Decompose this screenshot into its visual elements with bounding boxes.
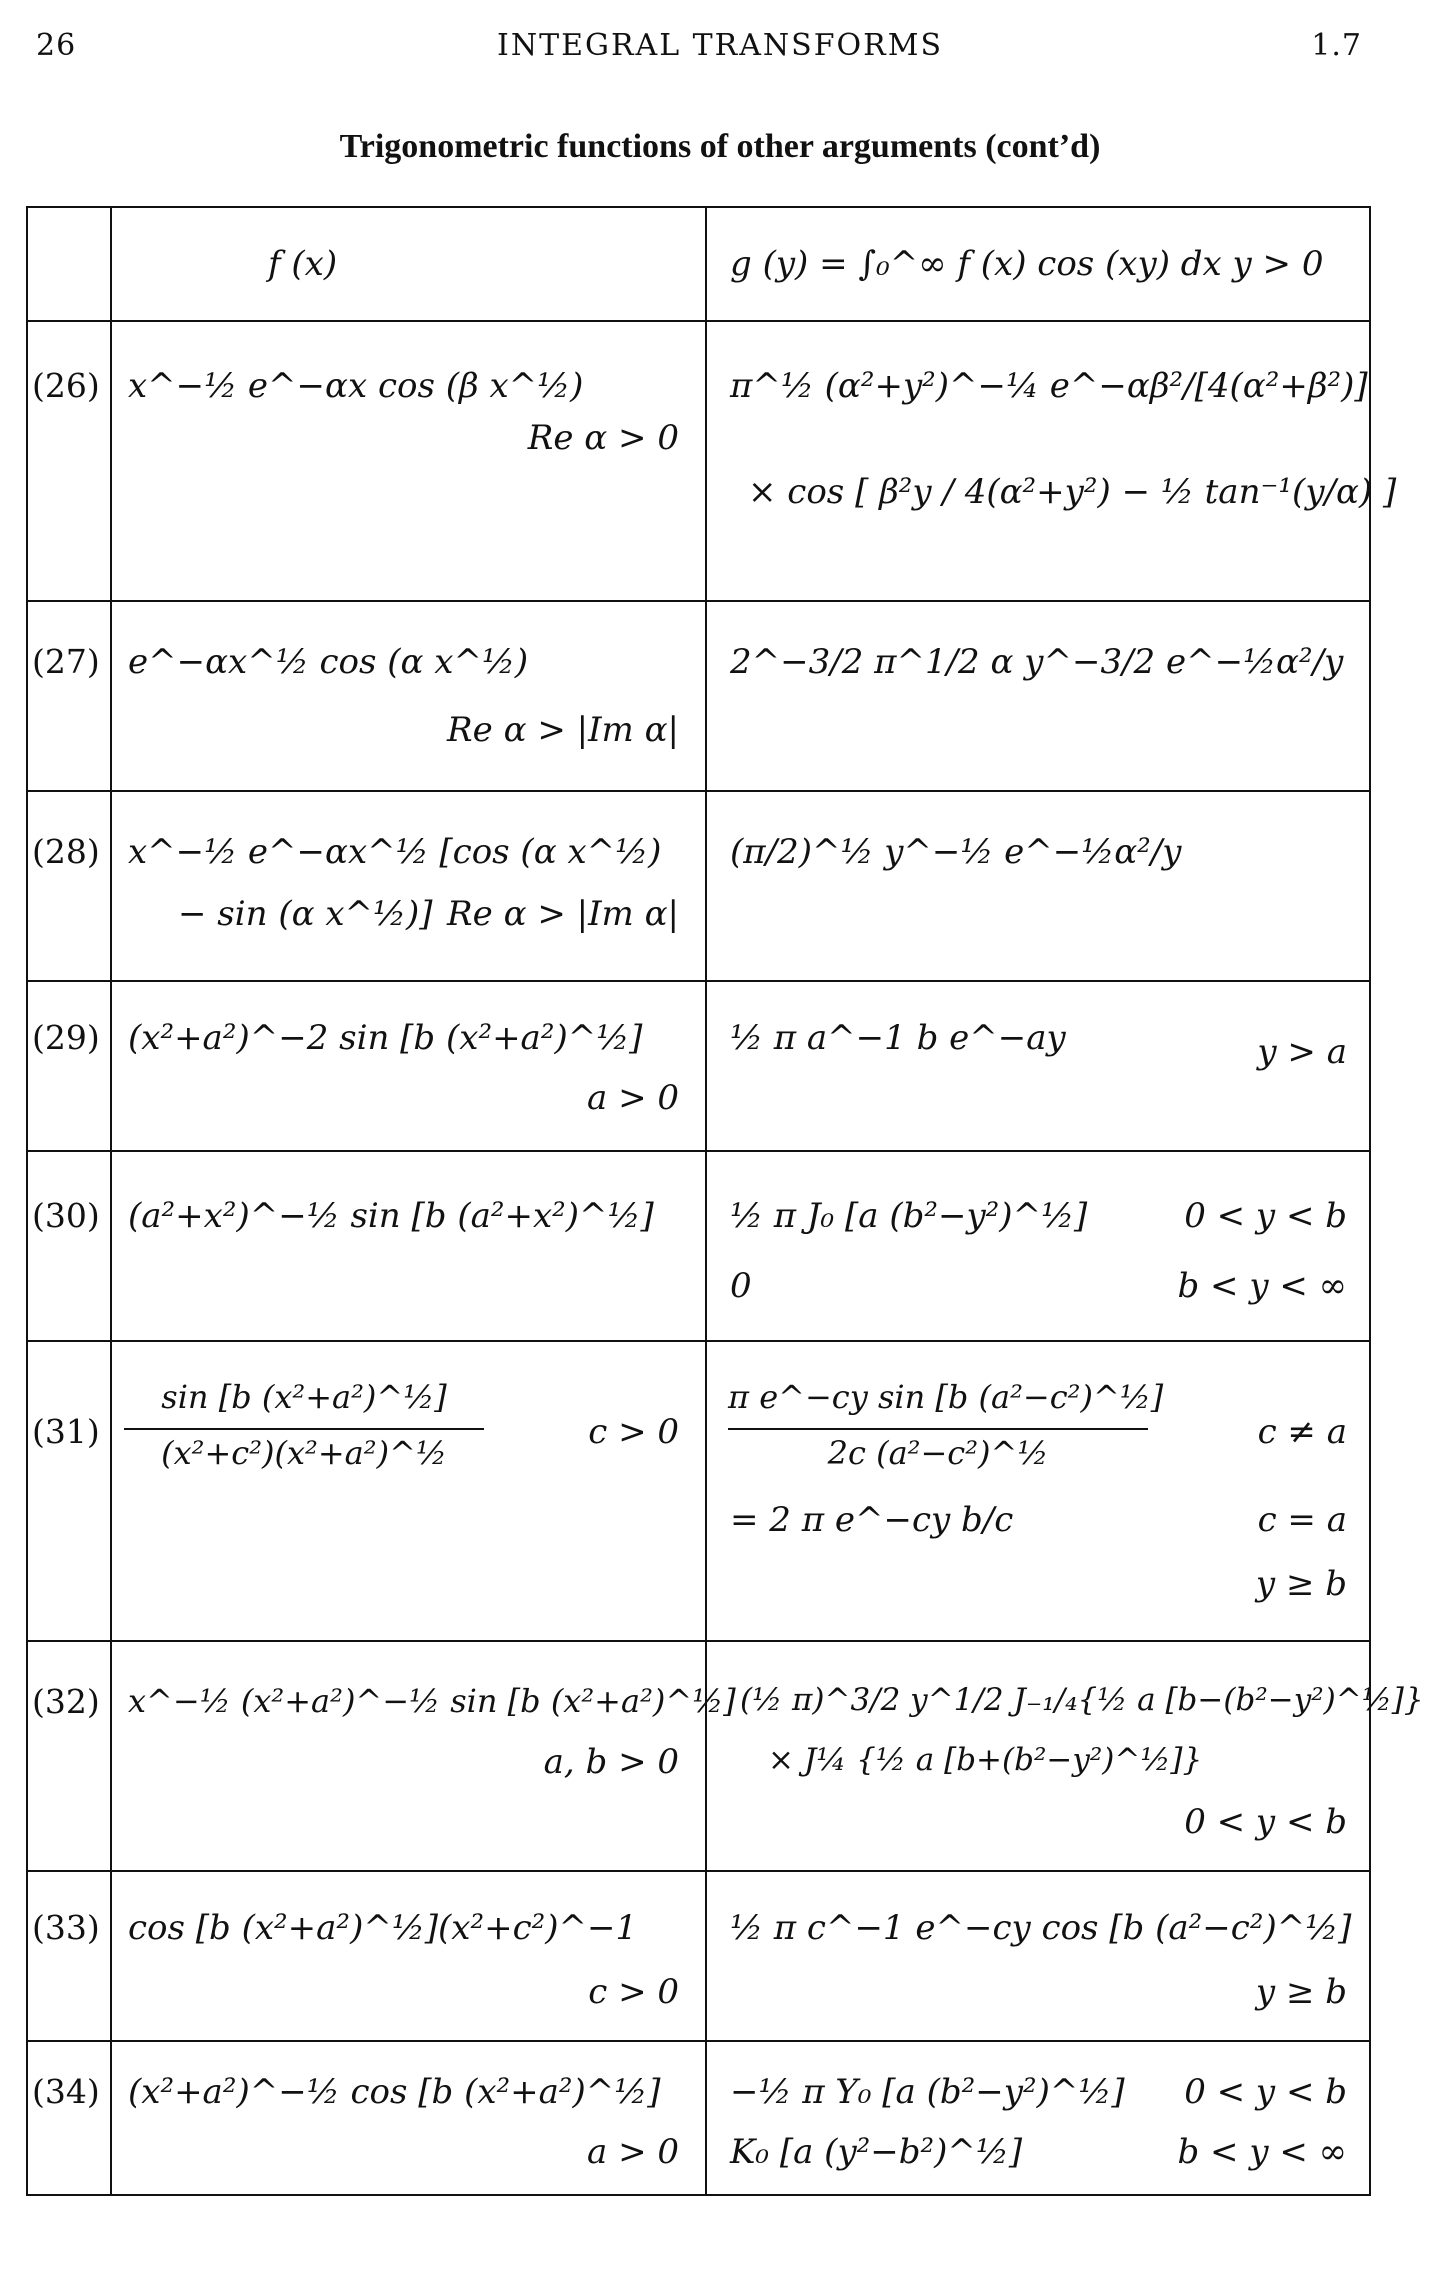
- f-expression: x^−½ e^−αx cos (β x^½): [128, 366, 584, 406]
- f-expression: e^−αx^½ cos (α x^½): [128, 642, 529, 682]
- f-numerator: sin [b (x²+a²)^½]: [161, 1378, 447, 1416]
- section-number: 1.7: [1311, 28, 1362, 63]
- g-denominator: 2c (a²−c²)^½: [728, 1428, 1148, 1472]
- g-condition: c ≠ a: [1257, 1412, 1347, 1452]
- table-row: [28, 792, 1369, 982]
- row-number: (31): [32, 1412, 100, 1451]
- table-row: [28, 982, 1369, 1152]
- g-expression: π^½ (α²+y²)^−¼ e^−αβ²/[4(α²+β²)]: [730, 366, 1368, 406]
- g-expression-2: 0: [730, 1266, 752, 1306]
- f-expression-cont: − sin (α x^½)]: [178, 894, 433, 934]
- f-expression: (a²+x²)^−½ sin [b (a²+x²)^½]: [128, 1196, 654, 1236]
- f-condition: c > 0: [588, 1412, 679, 1452]
- row-number: (34): [32, 2072, 100, 2111]
- g-expression-2: = 2 π e^−cy b/c: [730, 1500, 1014, 1540]
- g-condition-2: b < y < ∞: [1177, 1266, 1347, 1306]
- g-condition-3: y ≥ b: [1255, 1564, 1347, 1604]
- f-condition: Re α > 0: [527, 418, 679, 458]
- f-expression: (x²+a²)^−2 sin [b (x²+a²)^½]: [128, 1018, 643, 1058]
- g-expression: 2^−3/2 π^1/2 α y^−3/2 e^−½α²/y: [730, 642, 1344, 682]
- row-number: (30): [32, 1196, 100, 1235]
- g-condition: 0 < y < b: [1184, 1196, 1347, 1236]
- g-condition: y ≥ b: [1255, 1972, 1347, 2012]
- g-expression: ½ π c^−1 e^−cy cos [b (a²−c²)^½]: [730, 1908, 1352, 1948]
- g-expression: ½ π J₀ [a (b²−y²)^½]: [730, 1196, 1088, 1236]
- f-denominator: (x²+c²)(x²+a²)^½: [124, 1428, 484, 1472]
- f-condition: a > 0: [586, 1078, 679, 1118]
- row-number: (29): [32, 1018, 100, 1057]
- table-row: [28, 1872, 1369, 2042]
- transform-table: [26, 206, 1424, 2196]
- table-header: [28, 208, 1369, 322]
- f-expression: x^−½ e^−αx^½ [cos (α x^½): [128, 832, 662, 872]
- row-number: (33): [32, 1908, 100, 1947]
- g-expression-cont: × J¼ {½ a [b+(b²−y²)^½]}: [768, 1742, 1203, 1778]
- g-expression: ½ π a^−1 b e^−ay: [730, 1018, 1066, 1058]
- table-row: [28, 1152, 1369, 1342]
- table-row: [28, 1642, 1424, 1872]
- g-expression: (½ π)^3/2 y^1/2 J₋₁/₄{½ a [b−(b²−y²)^½]}: [740, 1682, 1424, 1718]
- g-condition: 0 < y < b: [1184, 2072, 1347, 2112]
- f-expression: x^−½ (x²+a²)^−½ sin [b (x²+a²)^½]: [128, 1682, 736, 1720]
- row-number: (28): [32, 832, 100, 871]
- g-condition: y > a: [1257, 1032, 1347, 1072]
- g-expression-2: K₀ [a (y²−b²)^½]: [730, 2132, 1023, 2172]
- g-expression-cont: × cos [ β²y / 4(α²+y²) − ½ tan⁻¹(y/α) ]: [748, 472, 1397, 512]
- f-expression: cos [b (x²+a²)^½](x²+c²)^−1: [128, 1908, 638, 1948]
- table-row: [28, 1342, 1369, 1642]
- f-condition: Re α > |Im α|: [447, 894, 679, 934]
- table-row: [28, 602, 1369, 792]
- row-number: (26): [32, 366, 100, 405]
- g-condition-2: c = a: [1257, 1500, 1347, 1540]
- f-condition: Re α > |Im α|: [447, 710, 679, 750]
- column-header-g: g (y) = ∫₀^∞ f (x) cos (xy) dx y > 0: [730, 244, 1324, 284]
- g-condition-2: b < y < ∞: [1177, 2132, 1347, 2172]
- table-row: [28, 2042, 1369, 2196]
- g-condition: 0 < y < b: [1184, 1802, 1347, 1842]
- f-expression: (x²+a²)^−½ cos [b (x²+a²)^½]: [128, 2072, 661, 2112]
- g-numerator: π e^−cy sin [b (a²−c²)^½]: [728, 1378, 1164, 1416]
- section-title: Trigonometric functions of other arguments (cont’d): [339, 128, 1101, 165]
- f-condition: a, b > 0: [543, 1742, 679, 1782]
- f-condition: a > 0: [586, 2132, 679, 2172]
- row-number: (32): [32, 1682, 100, 1721]
- page-number: 26: [36, 28, 77, 63]
- running-title: INTEGRAL TRANSFORMS: [496, 28, 944, 63]
- table-row: [28, 322, 1397, 602]
- g-expression: (π/2)^½ y^−½ e^−½α²/y: [730, 832, 1182, 872]
- f-condition: c > 0: [588, 1972, 679, 2012]
- column-header-f: f (x): [268, 244, 338, 284]
- row-number: (27): [32, 642, 100, 681]
- g-expression: −½ π Y₀ [a (b²−y²)^½]: [730, 2072, 1125, 2112]
